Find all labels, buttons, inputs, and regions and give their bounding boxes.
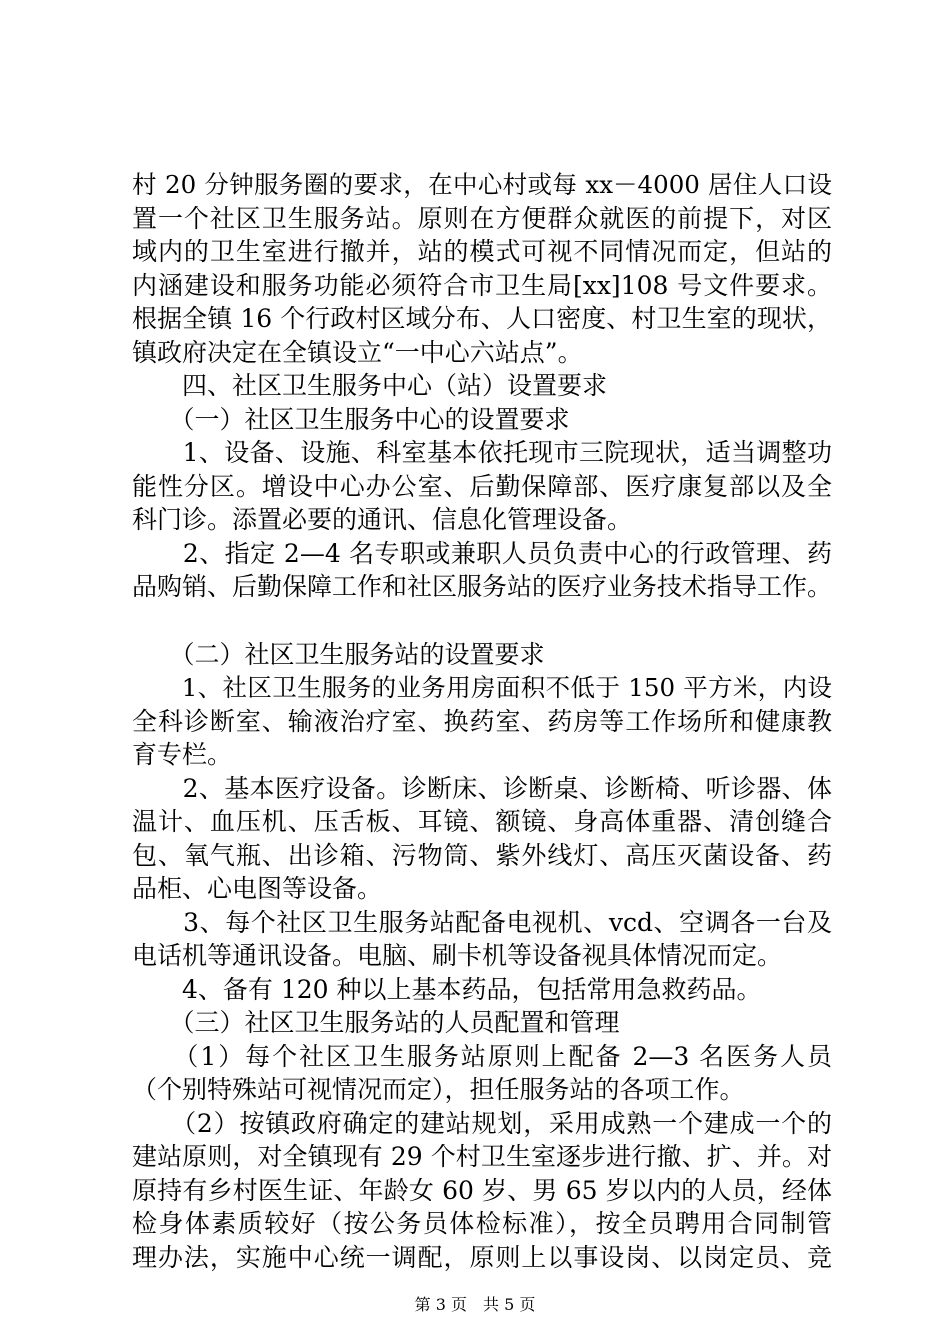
- text-line: 1、设备、设施、科室基本依托现市三院现状，适当调整功: [132, 438, 832, 467]
- text-line: 镇政府决定在全镇设立“一中心六站点”。: [132, 337, 583, 367]
- text-line: 温计、血压机、压舌板、耳镜、额镜、身高体重器、清创缝合: [132, 807, 832, 836]
- text-line: 育专栏。: [132, 740, 233, 769]
- text-line: 1、社区卫生服务的业务用房面积不低于 150 平方米，内设: [132, 673, 832, 702]
- text-line: 域内的卫生室进行撤并，站的模式可视不同情况而定，但站的: [132, 237, 832, 266]
- text-line: （1）每个社区卫生服务站原则上配备 2—3 名医务人员: [132, 1041, 832, 1071]
- text-line: 建站原则，对全镇现有 29 个村卫生室逐步进行撤、扩、并。对: [132, 1142, 832, 1171]
- text-line: 2、指定 2—4 名专职或兼职人员负责中心的行政管理、药: [132, 538, 832, 568]
- text-line: 3、每个社区卫生服务站配备电视机、vcd、空调各一台及: [132, 907, 832, 937]
- text-line: 检身体素质较好（按公务员体检标准），按全员聘用合同制管: [132, 1209, 832, 1238]
- subsection-heading: （一）社区卫生服务中心的设置要求: [132, 404, 570, 434]
- text-line: 4、备有 120 种以上基本药品，包括常用急救药品。: [132, 974, 762, 1004]
- text-line: 置一个社区卫生服务站。原则在方便群众就医的前提下，对区: [132, 203, 832, 233]
- text-line: 内涵建设和服务功能必须符合市卫生局[xx]108 号文件要求。: [132, 270, 832, 300]
- text-line: 能性分区。增设中心办公室、后勤保障部、医疗康复部以及全: [132, 471, 832, 501]
- page-footer: 第 3 页 共 5 页: [414, 1295, 536, 1314]
- text-line: 理办法，实施中心统一调配，原则上以事设岗、以岗定员、竞: [132, 1242, 832, 1272]
- subsection-heading: （二）社区卫生服务站的设置要求: [132, 639, 545, 669]
- text-line: 全科诊断室、输液治疗室、换药室、药房等工作场所和健康教: [132, 706, 832, 736]
- text-line: （个别特殊站可视情况而定），担任服务站的各项工作。: [132, 1075, 745, 1104]
- text-line: 原持有乡村医生证、年龄女 60 岁、男 65 岁以内的人员，经体: [132, 1175, 832, 1205]
- subsection-heading: （三）社区卫生服务站的人员配置和管理: [132, 1008, 620, 1037]
- document-body: [132, 168, 832, 1274]
- text-line: 科门诊。添置必要的通讯、信息化管理设备。: [132, 505, 633, 534]
- text-line: 品购销、后勤保障工作和社区服务站的医疗业务技术指导工作。: [132, 572, 833, 601]
- text-line: 2、基本医疗设备。诊断床、诊断桌、诊断椅、听诊器、体: [132, 773, 832, 803]
- text-line: 包、氧气瓶、出诊箱、污物筒、紫外线灯、高压灭菌设备、药: [132, 840, 832, 870]
- text-line: 根据全镇 16 个行政村区域分布、人口密度、村卫生室的现状，: [132, 304, 832, 333]
- section-heading: 四、社区卫生服务中心（站）设置要求: [132, 371, 608, 400]
- text-line: （2）按镇政府确定的建站规划，采用成熟一个建成一个的: [132, 1108, 832, 1138]
- text-line: 电话机等通讯设备。电脑、刷卡机等设备视具体情况而定。: [132, 941, 783, 970]
- text-line: 品柜、心电图等设备。: [132, 874, 383, 903]
- text-line: 村 20 分钟服务圈的要求，在中心村或每 xx－4000 居住人口设: [132, 170, 832, 199]
